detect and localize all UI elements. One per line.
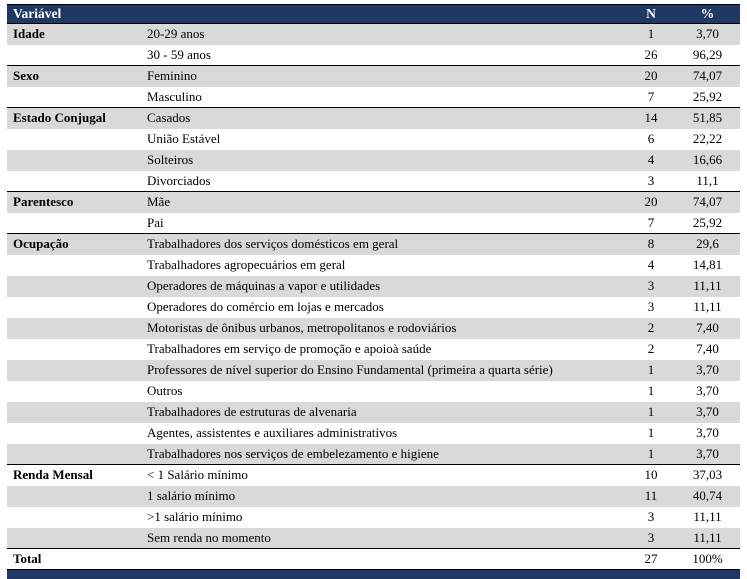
table-row: [7, 24, 740, 45]
n-cell: 20: [627, 66, 675, 87]
value-label-cell: 20-29 anos: [145, 24, 627, 45]
n-cell: 2: [647, 341, 655, 356]
percent-cell: 3,70: [675, 402, 740, 423]
value-label-cell: 1 salário mínimo: [145, 486, 627, 507]
percent-cell: 11,1: [696, 172, 719, 188]
n-cell: 10: [627, 465, 675, 486]
percent-cell: 3,70: [675, 24, 740, 45]
value-label-cell: Trabalhadores dos serviços domésticos em geral: [145, 234, 627, 255]
n-cell: 3: [647, 299, 655, 314]
category-cell: [7, 360, 145, 381]
percent-cell: 16,66: [675, 150, 740, 171]
footer-bar: [7, 570, 740, 579]
value-label-cell: Agentes, assistentes e auxiliares administrativos: [147, 425, 398, 440]
category-cell: [7, 507, 145, 528]
category-cell: [7, 45, 145, 66]
n-cell: 6: [647, 131, 655, 146]
table-footer-row: [7, 570, 740, 579]
table-row: [7, 339, 740, 360]
n-cell: 4: [627, 150, 675, 171]
category-cell: Parentesco: [7, 192, 145, 213]
percent-cell: 25,92: [692, 88, 723, 104]
n-cell: 20: [627, 192, 675, 213]
n-cell: 27: [627, 549, 675, 570]
category-cell: [7, 423, 145, 444]
n-cell: 3: [647, 509, 655, 524]
n-cell: 7: [647, 88, 655, 104]
percent-cell: 7,40: [675, 318, 740, 339]
percent-cell: 22,22: [692, 131, 723, 146]
value-label-cell: Trabalhadores em serviço de promoção e apoioà saúde: [147, 341, 432, 356]
percent-cell: 100%: [675, 549, 740, 570]
category-cell: [7, 276, 145, 297]
category-cell: [7, 381, 145, 402]
percent-cell: 74,07: [675, 192, 740, 213]
category-cell: Idade: [7, 24, 145, 45]
value-label-cell: União Estável: [147, 131, 221, 146]
value-label-cell: Trabalhadores de estruturas de alvenaria: [145, 402, 627, 423]
n-cell: 1: [627, 360, 675, 381]
table-row: [7, 108, 740, 129]
value-label-cell: Solteiros: [145, 150, 627, 171]
header-variable: Variável: [7, 5, 627, 24]
n-cell: 1: [627, 444, 675, 465]
table-row: [7, 528, 740, 549]
value-label-cell: Motoristas de ônibus urbanos, metropolitanos e rodoviários: [145, 318, 627, 339]
category-cell: [7, 528, 145, 549]
table-row: [7, 255, 740, 276]
demographics-table: [7, 4, 740, 579]
percent-cell: 40,74: [675, 486, 740, 507]
table-body: [7, 24, 740, 570]
table-row: [7, 507, 740, 528]
category-cell: [7, 402, 145, 423]
category-cell: Estado Conjugal: [7, 108, 145, 129]
header-percent: %: [675, 5, 740, 24]
category-cell: [7, 87, 145, 108]
table-row: [7, 402, 740, 423]
percent-cell: 29,6: [675, 234, 740, 255]
value-label-cell: Operadores do comércio em lojas e mercados: [147, 299, 384, 314]
category-cell: [7, 486, 145, 507]
category-cell: [7, 444, 145, 465]
table-row: [7, 444, 740, 465]
percent-cell: 11,11: [693, 299, 722, 314]
n-cell: 14: [627, 108, 675, 129]
percent-cell: 96,29: [692, 46, 723, 62]
percent-cell: 51,85: [675, 108, 740, 129]
value-label-cell: Pai: [147, 214, 164, 230]
table-row: [7, 381, 740, 402]
value-label-cell: Outros: [147, 383, 183, 398]
value-label-cell: 30 - 59 anos: [147, 46, 211, 62]
category-cell: Renda Mensal: [7, 465, 145, 486]
category-cell: [7, 171, 145, 192]
n-cell: 3: [627, 528, 675, 549]
percent-cell: 7,40: [696, 341, 719, 356]
table-row: [7, 465, 740, 486]
table-header-row: [7, 5, 740, 24]
value-label-cell: Trabalhadores agropecuários em geral: [147, 257, 346, 272]
percent-cell: 3,70: [696, 383, 719, 398]
value-label-cell: < 1 Salário mínimo: [145, 465, 627, 486]
category-cell: [7, 318, 145, 339]
table-row: [7, 297, 740, 318]
percent-cell: 14,81: [692, 257, 723, 272]
n-cell: 3: [627, 276, 675, 297]
header-n: N: [627, 5, 675, 24]
category-cell: Total: [7, 549, 145, 570]
n-cell: 11: [627, 486, 675, 507]
category-cell: Ocupação: [7, 234, 145, 255]
category-cell: [7, 150, 145, 171]
value-label-cell: Trabalhadores nos serviços de embelezamento e higiene: [145, 444, 627, 465]
percent-cell: 37,03: [675, 465, 740, 486]
n-cell: 1: [647, 425, 655, 440]
value-label-cell: Feminino: [145, 66, 627, 87]
n-cell: 2: [627, 318, 675, 339]
table-row: [7, 192, 740, 213]
table-row: [7, 318, 740, 339]
percent-cell: 11,11: [693, 509, 722, 524]
table-row: [7, 213, 740, 234]
table-row: [7, 66, 740, 87]
percent-cell: 11,11: [675, 528, 740, 549]
category-cell: [7, 297, 145, 318]
percent-cell: 3,70: [696, 425, 719, 440]
value-label-cell: Casados: [145, 108, 627, 129]
n-cell: 4: [647, 257, 655, 272]
table-row: [7, 276, 740, 297]
n-cell: 1: [627, 24, 675, 45]
percent-cell: 3,70: [675, 360, 740, 381]
n-cell: 26: [644, 46, 658, 62]
table-row: [7, 45, 740, 66]
n-cell: 7: [647, 214, 655, 230]
n-cell: 1: [627, 402, 675, 423]
category-cell: [7, 129, 145, 150]
n-cell: 1: [647, 383, 655, 398]
table-row: [7, 423, 740, 444]
value-label-cell: Sem renda no momento: [145, 528, 627, 549]
category-cell: Sexo: [7, 66, 145, 87]
percent-cell: 11,11: [675, 276, 740, 297]
table-row: [7, 171, 740, 192]
value-label-cell: Divorciados: [147, 172, 211, 188]
category-cell: [7, 339, 145, 360]
value-label-cell: Professores de nível superior do Ensino Fundamental (primeira a quarta série): [145, 360, 627, 381]
value-label-cell: Operadores de máquinas a vapor e utilidades: [145, 276, 627, 297]
category-cell: [7, 213, 145, 234]
value-label-cell: Masculino: [147, 88, 202, 104]
table-row: [7, 360, 740, 381]
table-row: [7, 150, 740, 171]
table-row: [7, 129, 740, 150]
table-row: [7, 549, 740, 570]
table-row: [7, 234, 740, 255]
percent-cell: 74,07: [675, 66, 740, 87]
value-label-cell: Mãe: [145, 192, 627, 213]
table-row: [7, 486, 740, 507]
n-cell: 3: [647, 172, 655, 188]
category-cell: [7, 255, 145, 276]
value-label-cell: >1 salário mínimo: [147, 509, 243, 524]
table-row: [7, 87, 740, 108]
percent-cell: 3,70: [675, 444, 740, 465]
percent-cell: 25,92: [692, 214, 723, 230]
n-cell: 8: [627, 234, 675, 255]
value-label-cell: [145, 549, 627, 570]
